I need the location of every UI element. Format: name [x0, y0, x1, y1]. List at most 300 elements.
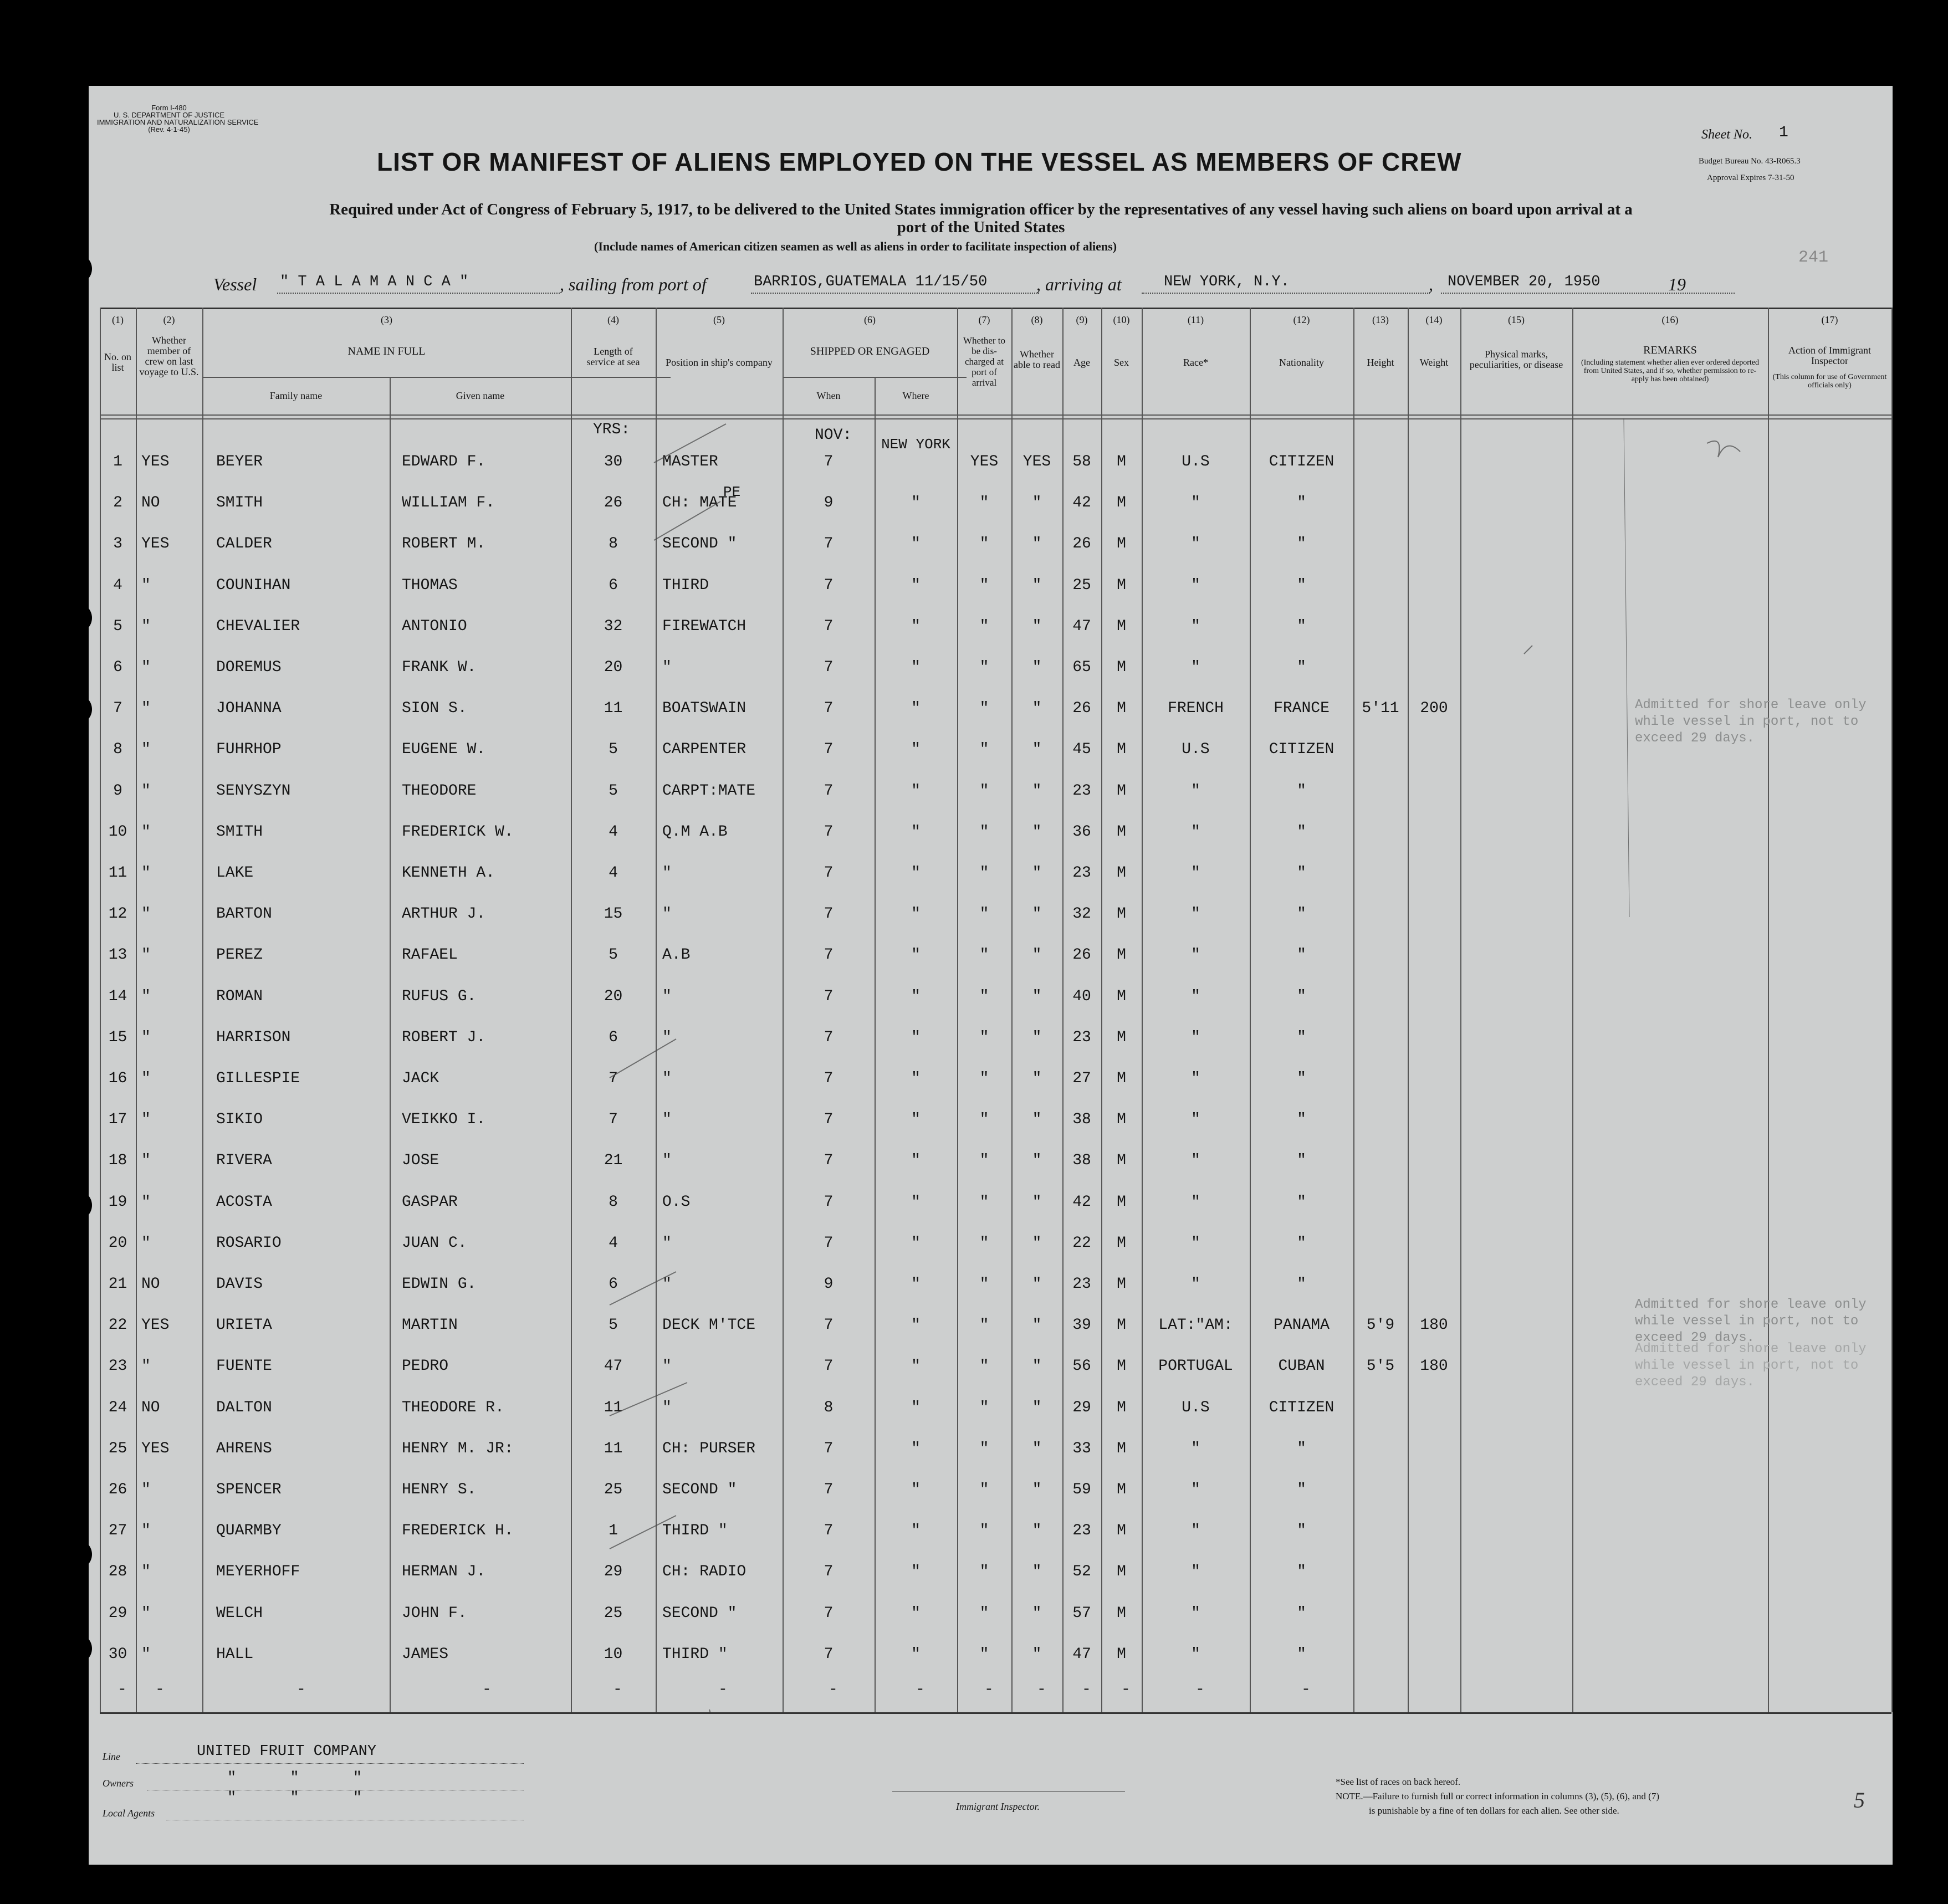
cell-nat: "	[1297, 946, 1306, 964]
end-dash: -	[718, 1681, 728, 1698]
cell-nat: "	[1297, 617, 1306, 635]
date-comma: ,	[1429, 274, 1433, 294]
cell-position: SECOND "	[662, 1604, 737, 1622]
cell-read: "	[1032, 535, 1042, 553]
cell-family: FUENTE	[216, 1358, 272, 1375]
cell-race: "	[1191, 864, 1200, 882]
cell-age: 29	[1072, 1399, 1091, 1416]
cell-where: "	[911, 946, 921, 964]
cell-no: 5	[113, 617, 122, 635]
cell-race: "	[1191, 1152, 1200, 1170]
required-line-2: port of the United States	[897, 218, 1065, 236]
header-shipped-or-engaged: SHIPPED OR ENGAGED	[810, 345, 930, 357]
end-dash: -	[155, 1681, 165, 1698]
cell-when: 7	[824, 1563, 834, 1581]
cell-disch: "	[979, 494, 989, 512]
cell-prev: "	[141, 823, 151, 841]
header-length-of-service: Length of service at sea	[586, 346, 640, 367]
cell-no: 28	[108, 1563, 127, 1581]
cell-given: EUGENE W.	[402, 741, 486, 759]
header-where: Where	[902, 390, 929, 401]
cell-position: SECOND "	[662, 1481, 737, 1498]
cell-disch: "	[979, 782, 989, 800]
cell-where: "	[911, 741, 921, 759]
cell-years: 7	[609, 1111, 618, 1129]
cell-sex: M	[1117, 700, 1126, 718]
cell-family: CALDER	[216, 535, 272, 553]
cell-race: "	[1191, 1481, 1200, 1498]
cell-position: "	[662, 1358, 672, 1375]
cell-given: THEODORE R.	[402, 1399, 504, 1416]
cell-race: "	[1191, 535, 1200, 553]
cell-nat: "	[1297, 1152, 1306, 1170]
cell-position: A.B	[662, 946, 691, 964]
cell-race: "	[1191, 1028, 1200, 1046]
cell-age: 47	[1072, 1645, 1091, 1663]
cell-read: "	[1032, 1028, 1042, 1046]
cell-read: "	[1032, 700, 1042, 718]
col-line	[1891, 308, 1893, 1712]
cell-where: "	[911, 1234, 921, 1252]
cell-where: "	[911, 1440, 921, 1457]
cell-position: DECK M'TCE	[662, 1317, 756, 1334]
cell-disch: "	[979, 535, 989, 553]
cell-family: WELCH	[216, 1604, 263, 1622]
form-number: Form I-480	[151, 104, 187, 112]
cell-prev: NO	[141, 1399, 160, 1416]
cell-disch: "	[979, 1152, 989, 1170]
cell-prev: "	[141, 1152, 151, 1170]
end-dash: -	[296, 1681, 306, 1698]
cell-age: 23	[1072, 864, 1091, 882]
col-num: (11)	[1187, 314, 1204, 325]
cell-given: WILLIAM F.	[402, 494, 495, 512]
cell-race: "	[1191, 494, 1200, 512]
cell-when: 7	[824, 1028, 834, 1046]
cell-years: 11	[604, 700, 623, 718]
cell-race: "	[1191, 782, 1200, 800]
cell-position: "	[662, 659, 672, 676]
cell-age: 65	[1072, 659, 1091, 676]
cell-position: "	[662, 864, 672, 882]
cell-years: 25	[604, 1481, 623, 1498]
cell-prev: "	[141, 946, 151, 964]
header-name-in-full: NAME IN FULL	[347, 345, 426, 357]
required-act-statement	[136, 201, 1826, 236]
cell-given: HERMAN J.	[402, 1563, 486, 1581]
cell-no: 10	[108, 823, 127, 841]
cell-when: 7	[824, 1358, 834, 1375]
cell-given: FREDERICK H.	[402, 1522, 514, 1540]
cell-position: CH: RADIO	[662, 1563, 747, 1581]
cell-sex: M	[1117, 1111, 1126, 1129]
cell-read: "	[1032, 659, 1042, 676]
form-revision: (Rev. 4-1-45)	[148, 125, 190, 134]
cell-years: 29	[604, 1563, 623, 1581]
cell-given: ARTHUR J.	[402, 905, 486, 923]
unit-years: YRS:	[593, 421, 631, 438]
cell-age: 33	[1072, 1440, 1091, 1457]
unit-month: NOV:	[815, 427, 852, 444]
cell-disch: "	[979, 1276, 989, 1293]
header-nationality: Nationality	[1279, 357, 1324, 368]
end-dash: -	[916, 1681, 925, 1698]
cell-read: "	[1032, 905, 1042, 923]
cell-nat: "	[1297, 1028, 1306, 1046]
cell-nat: "	[1297, 1522, 1306, 1540]
cell-disch: "	[979, 1193, 989, 1211]
cell-years: 10	[604, 1645, 623, 1663]
cell-disch: "	[979, 1358, 989, 1375]
cell-age: 26	[1072, 700, 1091, 718]
cell-given: EDWARD F.	[402, 453, 486, 470]
cell-read: "	[1032, 946, 1042, 964]
cell-years: 32	[604, 617, 623, 635]
cell-years: 11	[604, 1399, 623, 1416]
cell-where: "	[911, 1563, 921, 1581]
cell-nat: CITIZEN	[1269, 741, 1335, 759]
cell-years: 1	[609, 1522, 618, 1540]
cell-no: 15	[108, 1028, 127, 1046]
cell-family: SIKIO	[216, 1111, 263, 1129]
cell-disch: "	[979, 1522, 989, 1540]
cell-no: 25	[108, 1440, 127, 1457]
cell-no: 17	[108, 1111, 127, 1129]
vessel-name-underline	[277, 293, 560, 294]
cell-when: 7	[824, 659, 834, 676]
cell-age: 38	[1072, 1111, 1091, 1129]
cell-where: "	[911, 700, 921, 718]
cell-prev: "	[141, 905, 151, 923]
cell-read: "	[1032, 1317, 1042, 1334]
races-note: *See list of races on back hereof.	[1336, 1777, 1461, 1787]
cell-race: "	[1191, 987, 1200, 1005]
cell-position: THIRD "	[662, 1645, 728, 1663]
cell-prev: YES	[141, 453, 170, 470]
cell-no: 20	[108, 1234, 127, 1252]
col-num: (7)	[978, 314, 990, 325]
punch-hole	[62, 254, 92, 284]
cell-sex: M	[1117, 782, 1126, 800]
cell-sex: M	[1117, 576, 1126, 594]
cell-prev: "	[141, 864, 151, 882]
cell-where: "	[911, 494, 921, 512]
cell-years: 8	[609, 535, 618, 553]
cell-age: 45	[1072, 741, 1091, 759]
cell-position: Q.M A.B	[662, 823, 728, 841]
cell-no: 13	[108, 946, 127, 964]
cell-years: 20	[604, 987, 623, 1005]
cell-age: 58	[1072, 453, 1091, 470]
cell-nat: "	[1297, 535, 1306, 553]
cell-when: 7	[824, 535, 834, 553]
cell-family: BEYER	[216, 453, 263, 470]
cell-race: "	[1191, 1440, 1200, 1457]
cell-age: 40	[1072, 987, 1091, 1005]
cell-when: 7	[824, 453, 834, 470]
cell-when: 7	[824, 1481, 834, 1498]
end-dash: -	[1082, 1681, 1091, 1698]
cell-sex: M	[1117, 864, 1126, 882]
cell-sex: M	[1117, 1317, 1126, 1334]
cell-given: THEODORE	[402, 782, 477, 800]
header-inspector-note: (This column for use of Government officials only)	[1772, 373, 1887, 390]
arrival-port: NEW YORK, N.Y.	[1164, 274, 1290, 290]
cell-position: CARPT:MATE	[662, 782, 756, 800]
cell-when: 7	[824, 1152, 834, 1170]
annotation-pe: PE	[723, 484, 741, 500]
header-remarks: REMARKS	[1643, 344, 1697, 356]
cell-disch: "	[979, 659, 989, 676]
inspector-signature-line	[892, 1791, 1125, 1792]
cell-given: MARTIN	[402, 1317, 458, 1334]
cell-prev: "	[141, 782, 151, 800]
header-family-name: Family name	[269, 390, 323, 401]
cell-no: 2	[113, 494, 122, 512]
arrival-date: NOVEMBER 20, 1950	[1448, 274, 1601, 290]
cell-given: JOSE	[402, 1152, 439, 1170]
cell-where: "	[911, 1152, 921, 1170]
cell-family: SMITH	[216, 494, 263, 512]
cell-race: "	[1191, 1111, 1200, 1129]
cell-family: SMITH	[216, 823, 263, 841]
cell-sex: M	[1117, 987, 1126, 1005]
cell-when: 7	[824, 1070, 834, 1087]
cell-sex: M	[1117, 659, 1126, 676]
end-dash: -	[829, 1681, 838, 1698]
cell-years: 4	[609, 864, 618, 882]
cell-years: 6	[609, 1028, 618, 1046]
cell-given: ROBERT M.	[402, 535, 486, 553]
cell-age: 23	[1072, 1276, 1091, 1293]
cell-nat: "	[1297, 1193, 1306, 1211]
cell-sex: M	[1117, 453, 1126, 470]
cell-given: RAFAEL	[402, 946, 458, 964]
cell-family: DOREMUS	[216, 659, 282, 676]
punch-hole	[62, 603, 92, 633]
cell-given: VEIKKO I.	[402, 1111, 486, 1129]
cell-read: "	[1032, 1276, 1042, 1293]
cell-disch: "	[979, 1028, 989, 1046]
cell-sex: M	[1117, 1440, 1126, 1457]
pencil-marks	[100, 308, 1891, 1712]
footer-agents-label: Local Agents	[103, 1808, 155, 1819]
required-line-1: Required under Act of Congress of February 5, 1917, to be delivered to the United States immigration officer by the representatives of any vessel having such aliens on board upon arrival at a	[329, 201, 1633, 218]
cell-no: 3	[113, 535, 122, 553]
punch-hole	[62, 1190, 92, 1220]
cell-prev: YES	[141, 1317, 170, 1334]
cell-race: U.S	[1182, 1399, 1210, 1416]
cell-sex: M	[1117, 1193, 1126, 1211]
cell-no: 26	[108, 1481, 127, 1498]
cell-sex: M	[1117, 1070, 1126, 1087]
punch-hole	[62, 1634, 92, 1664]
cell-family: AHRENS	[216, 1440, 272, 1457]
cell-position: THIRD "	[662, 1522, 728, 1540]
col-num: (2)	[163, 314, 175, 325]
cell-prev: "	[141, 741, 151, 759]
remark-stamp: Admitted for shore leave only while vessel in port, not to exceed 29 days.	[1635, 698, 1867, 746]
cell-read: "	[1032, 823, 1042, 841]
crew-table	[100, 308, 1891, 1712]
cell-years: 5	[609, 1317, 618, 1334]
cell-sex: M	[1117, 1399, 1126, 1416]
end-dash: -	[613, 1681, 622, 1698]
cell-where: "	[911, 823, 921, 841]
cell-nat: "	[1297, 1440, 1306, 1457]
cell-family: RIVERA	[216, 1152, 272, 1170]
cell-family: DALTON	[216, 1399, 272, 1416]
cell-where: "	[911, 1070, 921, 1087]
cell-years: 4	[609, 1234, 618, 1252]
cell-age: 59	[1072, 1481, 1091, 1498]
cell-given: RUFUS G.	[402, 987, 477, 1005]
cell-position: BOATSWAIN	[662, 700, 747, 718]
cell-nat: "	[1297, 1481, 1306, 1498]
cell-nat: "	[1297, 659, 1306, 676]
cell-race: "	[1191, 1563, 1200, 1581]
cell-where: "	[911, 576, 921, 594]
cell-race: "	[1191, 1645, 1200, 1663]
cell-given: PEDRO	[402, 1358, 449, 1375]
cell-disch: "	[979, 946, 989, 964]
cell-given: ANTONIO	[402, 617, 467, 635]
cell-race: LAT:"AM:	[1158, 1317, 1233, 1334]
cell-where: "	[911, 905, 921, 923]
header-age: Age	[1073, 357, 1090, 368]
cell-disch: "	[979, 1070, 989, 1087]
remark-stamp: Admitted for shore leave only while vessel in port, not to exceed 29 days.	[1635, 1297, 1867, 1345]
cell-age: 56	[1072, 1358, 1091, 1375]
cell-family: HALL	[216, 1645, 254, 1663]
cell-family: FUHRHOP	[216, 741, 282, 759]
footer-line-value: UNITED FRUIT COMPANY	[197, 1743, 377, 1760]
cell-nat: PANAMA	[1274, 1317, 1330, 1334]
cell-disch: "	[979, 741, 989, 759]
cell-given: THOMAS	[402, 576, 458, 594]
cell-given: SION S.	[402, 700, 467, 718]
cell-where: "	[911, 1276, 921, 1293]
cell-race: "	[1191, 1234, 1200, 1252]
cell-nat: "	[1297, 1234, 1306, 1252]
cell-no: 4	[113, 576, 122, 594]
header-discharged: Whether to be dis-charged at port of arrival	[963, 335, 1005, 388]
cell-race: "	[1191, 1522, 1200, 1540]
cell-no: 24	[108, 1399, 127, 1416]
cell-read: "	[1032, 864, 1042, 882]
cell-years: 6	[609, 576, 618, 594]
cell-nat: "	[1297, 905, 1306, 923]
cell-no: 8	[113, 741, 122, 759]
cell-family: BARTON	[216, 905, 272, 923]
page-stamp: 241	[1798, 248, 1829, 267]
cell-disch: "	[979, 864, 989, 882]
cell-when: 7	[824, 617, 834, 635]
sheet-number-label: Sheet No.	[1701, 127, 1752, 142]
cell-given: FRANK W.	[402, 659, 477, 676]
cell-where: "	[911, 1358, 921, 1375]
cell-age: 23	[1072, 782, 1091, 800]
col-num: (17)	[1821, 314, 1838, 325]
penalty-note-2: is punishable by a fine of ten dollars for each alien. See other side.	[1369, 1805, 1619, 1816]
cell-family: DAVIS	[216, 1276, 263, 1293]
cell-ht: 5'9	[1366, 1317, 1395, 1334]
col-num: (9)	[1076, 314, 1088, 325]
cell-years: 7	[609, 1070, 618, 1087]
table-bottom-rule	[100, 1712, 1891, 1714]
cell-sex: M	[1117, 1563, 1126, 1581]
end-dash: -	[1195, 1681, 1205, 1698]
cell-disch: YES	[970, 453, 999, 470]
cell-when: 7	[824, 1440, 834, 1457]
cell-read: "	[1032, 1152, 1042, 1170]
cell-race: FRENCH	[1168, 700, 1224, 718]
cell-when: 9	[824, 494, 834, 512]
cell-age: 57	[1072, 1604, 1091, 1622]
cell-where: "	[911, 535, 921, 553]
cell-prev: "	[141, 1645, 151, 1663]
cell-disch: "	[979, 823, 989, 841]
cell-family: COUNIHAN	[216, 576, 291, 594]
cell-family: ROMAN	[216, 987, 263, 1005]
cell-nat: CITIZEN	[1269, 1399, 1335, 1416]
cell-disch: "	[979, 576, 989, 594]
cell-family: ROSARIO	[216, 1234, 282, 1252]
cell-years: 15	[604, 905, 623, 923]
cell-read: "	[1032, 1234, 1042, 1252]
penalty-note	[1336, 1791, 1659, 1802]
cell-position: "	[662, 1399, 672, 1416]
cell-where: "	[911, 1481, 921, 1498]
cell-ht: 5'5	[1366, 1358, 1395, 1375]
cell-read: "	[1032, 617, 1042, 635]
cell-nat: "	[1297, 1563, 1306, 1581]
cell-prev: "	[141, 1234, 151, 1252]
cell-disch: "	[979, 1563, 989, 1581]
cell-when: 7	[824, 782, 834, 800]
cell-no: 16	[108, 1070, 127, 1087]
punch-hole	[62, 694, 92, 724]
cell-where: "	[911, 1111, 921, 1129]
sailing-label: , sailing from port of	[560, 274, 707, 294]
cell-no: 6	[113, 659, 122, 676]
header-when: When	[816, 390, 841, 401]
cell-where: "	[911, 1645, 921, 1663]
cell-when: 7	[824, 1317, 834, 1334]
cell-sex: M	[1117, 741, 1126, 759]
cell-nat: "	[1297, 823, 1306, 841]
col-num: (16)	[1661, 314, 1679, 325]
cell-no: 12	[108, 905, 127, 923]
cell-position: CH: MATE	[662, 494, 737, 512]
header-remarks-note: (Including statement whether alien ever ordered deported from United States, and if so, whether permission to re-apply has been obtained)	[1581, 359, 1760, 383]
cell-disch: "	[979, 1440, 989, 1457]
form-header	[97, 104, 259, 134]
cell-prev: "	[141, 700, 151, 718]
footer-owners-value: " " "	[227, 1770, 362, 1787]
cell-prev: "	[141, 1522, 151, 1540]
cell-sex: M	[1117, 905, 1126, 923]
cell-when: 9	[824, 1276, 834, 1293]
cell-nat: "	[1297, 864, 1306, 882]
cell-read: "	[1032, 576, 1042, 594]
cell-when: 7	[824, 905, 834, 923]
cell-wt: 180	[1420, 1317, 1448, 1334]
cell-disch: "	[979, 700, 989, 718]
cell-prev: "	[141, 987, 151, 1005]
cell-given: FREDERICK W.	[402, 823, 514, 841]
header-race: Race*	[1183, 357, 1208, 368]
